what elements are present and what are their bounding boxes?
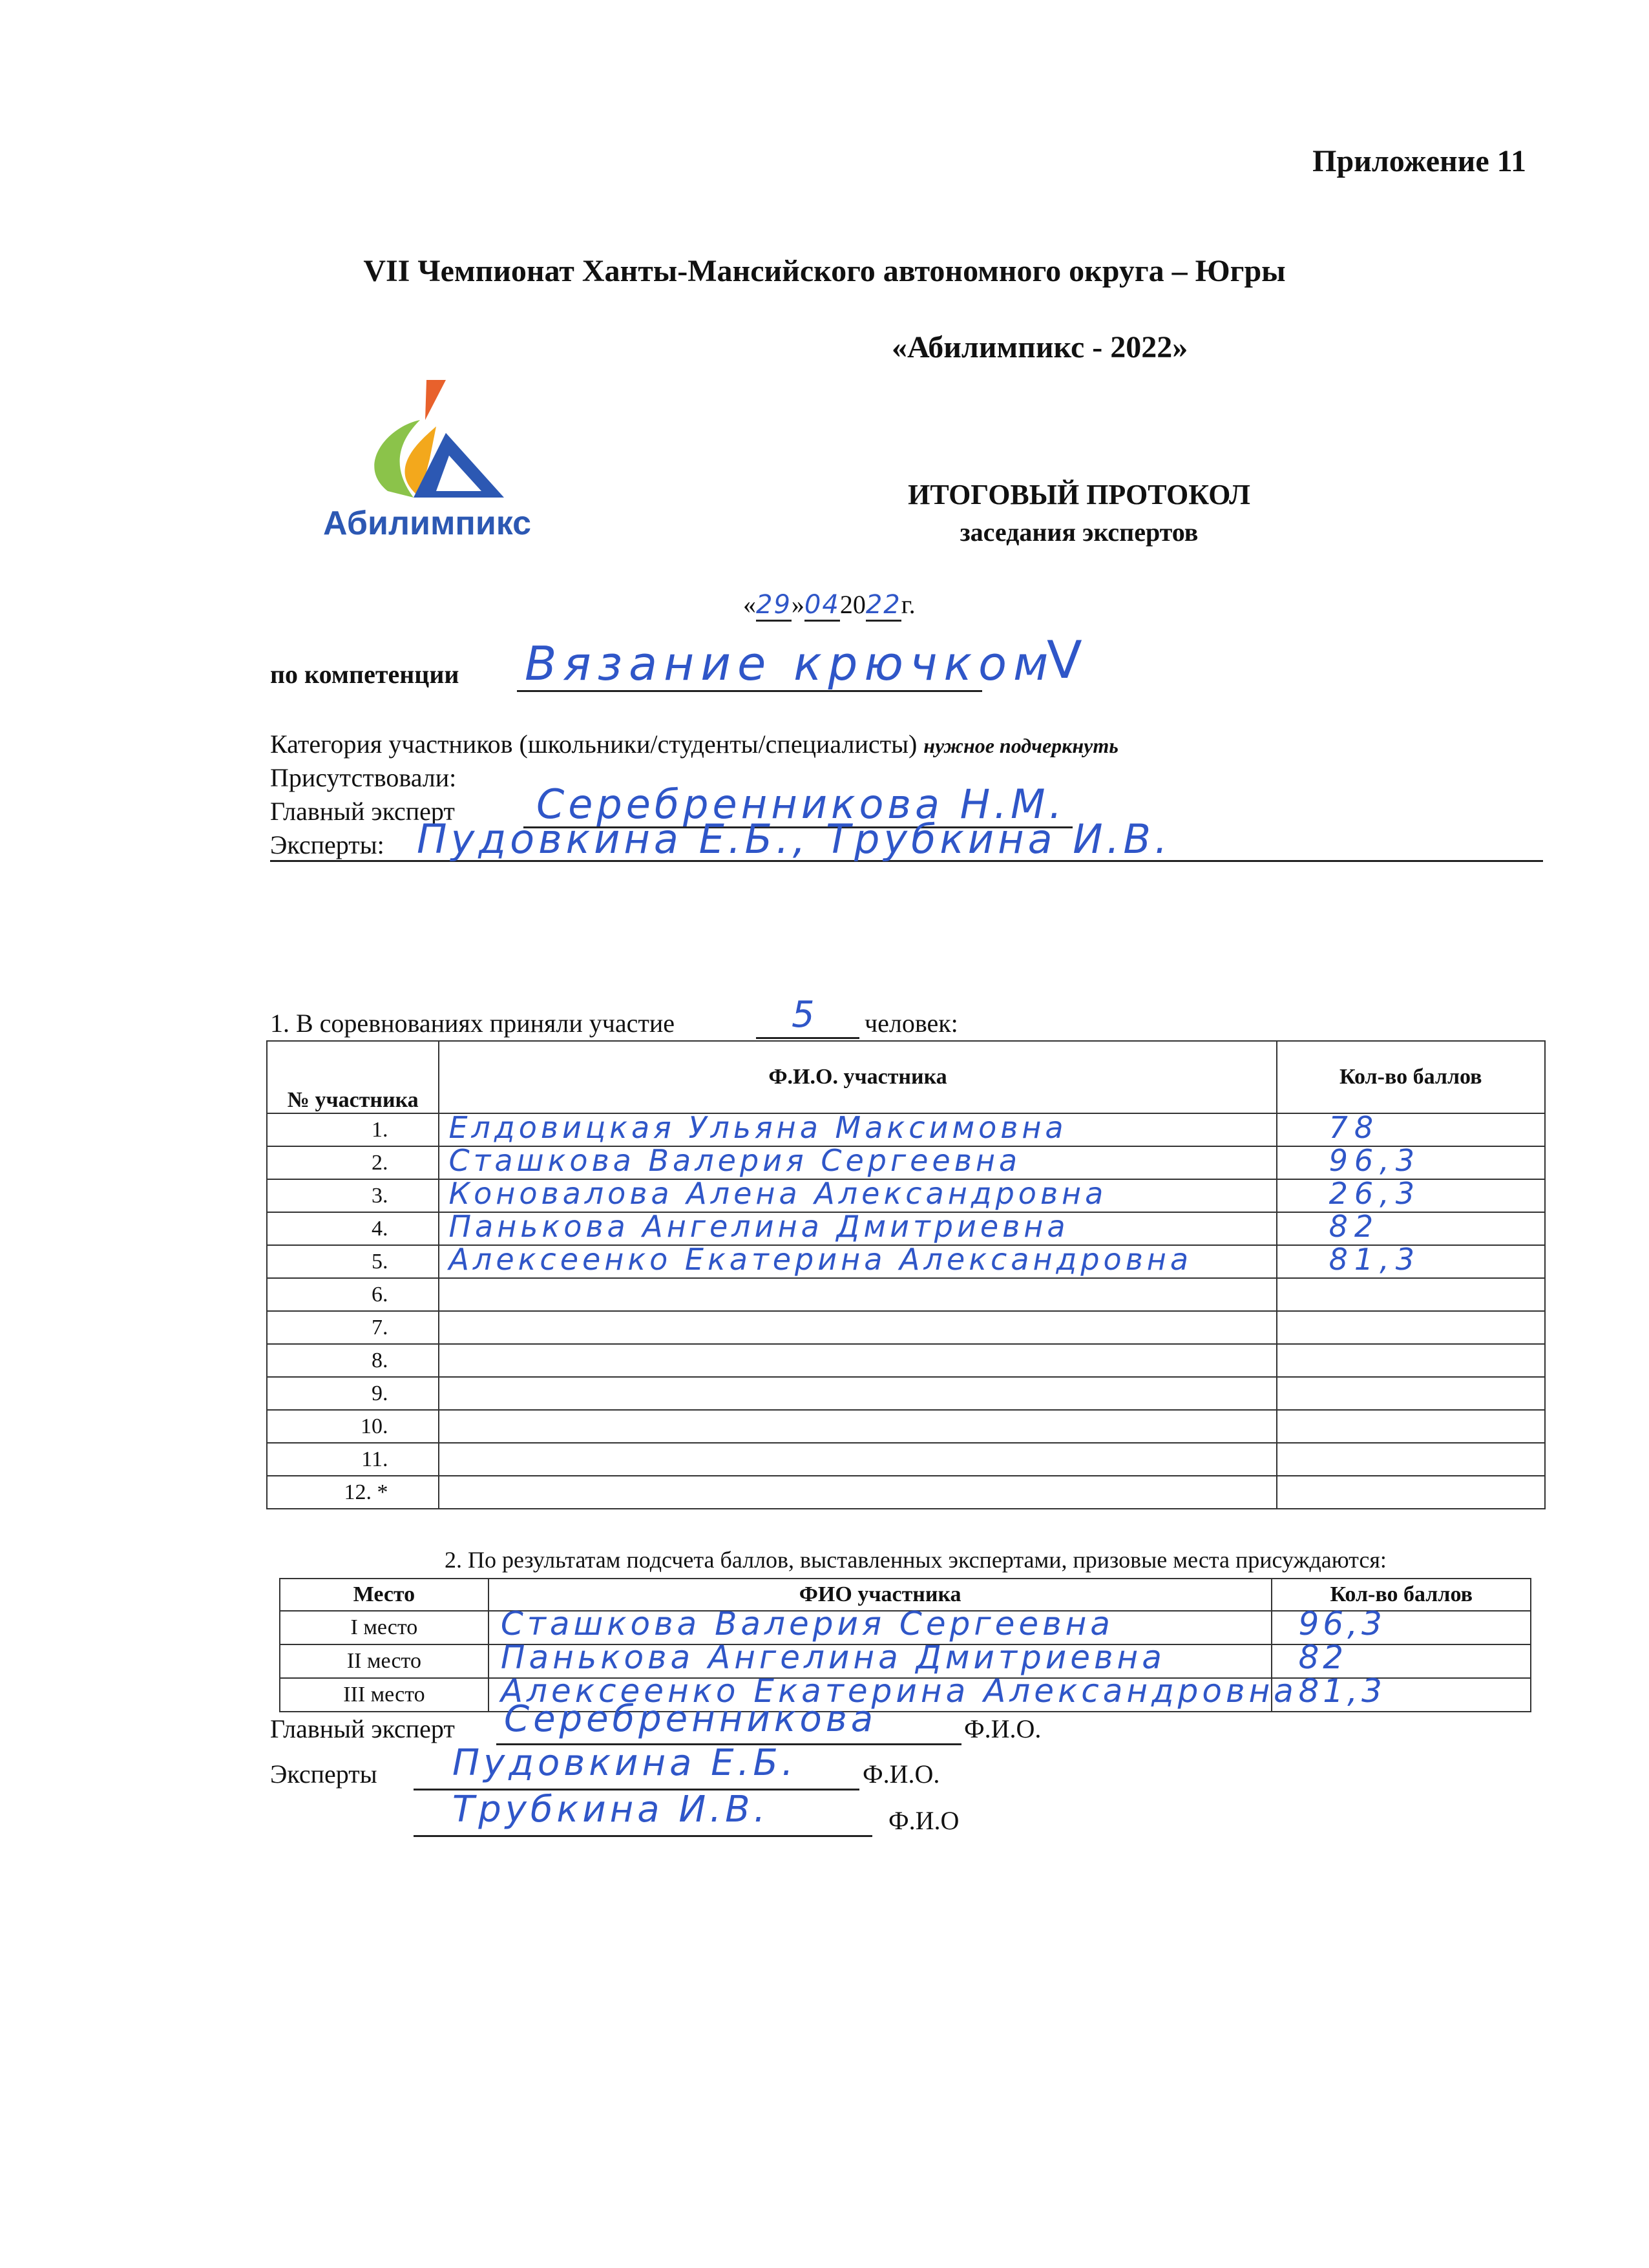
table-row	[267, 1344, 1545, 1377]
header-points: Кол-во баллов	[1272, 1579, 1531, 1611]
results-intro: 2. По результатам подсчета баллов, выставленных экспертами, призовые места присуждаются:	[445, 1547, 1387, 1573]
participant-score: 82	[1329, 1209, 1380, 1244]
date-day: 29	[756, 590, 792, 622]
sign-chief-label: Главный эксперт	[270, 1714, 455, 1743]
participant-number: 12. *	[267, 1476, 439, 1509]
participant-number: 4.	[267, 1212, 439, 1245]
winner-score: 81,3	[1298, 1672, 1386, 1710]
participant-name-cell	[439, 1410, 1276, 1443]
participant-score-cell	[1277, 1176, 1545, 1212]
date-open: «	[743, 590, 756, 619]
header-number: № участника	[267, 1041, 439, 1113]
participant-score-cell	[1277, 1344, 1545, 1377]
participant-name-cell	[439, 1476, 1276, 1509]
participant-name-cell	[439, 1278, 1276, 1311]
participant-score: 78	[1329, 1110, 1380, 1145]
table-row	[267, 1311, 1545, 1344]
participant-name-cell	[439, 1110, 1276, 1146]
winner-name: Алексеенко Екатерина Александровна	[500, 1672, 1297, 1710]
participant-name-cell	[439, 1311, 1276, 1344]
table-row	[280, 1678, 1531, 1712]
sign-expert1-fio: Ф.И.О.	[863, 1759, 940, 1789]
participant-score-cell	[1277, 1311, 1545, 1344]
participant-score: 96,3	[1329, 1143, 1421, 1178]
participant-number: 9.	[267, 1377, 439, 1410]
appendix-label: Приложение 11	[1312, 144, 1526, 178]
table-row	[267, 1278, 1545, 1311]
winner-score-cell	[1272, 1672, 1531, 1712]
participant-name: Коновалова Алена Александровна	[448, 1176, 1108, 1211]
participant-score: 81,3	[1329, 1242, 1421, 1277]
category-note: нужное подчеркнуть	[923, 734, 1119, 757]
participant-name-cell	[439, 1209, 1276, 1245]
participation-suffix: человек:	[865, 1009, 958, 1038]
participant-score-cell	[1277, 1377, 1545, 1410]
header-score: Кол-во баллов	[1277, 1041, 1545, 1113]
table-row	[267, 1410, 1545, 1443]
participant-name-cell	[439, 1143, 1276, 1179]
protocol-title: ИТОГОВЫЙ ПРОТОКОЛ	[908, 479, 1250, 510]
participant-number: 10.	[267, 1410, 439, 1443]
winner-score: 96,3	[1298, 1605, 1386, 1643]
participant-number: 6.	[267, 1278, 439, 1311]
table-row	[267, 1443, 1545, 1476]
prize-places-table	[279, 1578, 1531, 1712]
participant-score-cell	[1277, 1143, 1545, 1179]
participant-number: 8.	[267, 1344, 439, 1377]
table-row	[267, 1476, 1545, 1509]
participant-score-cell	[1277, 1278, 1545, 1311]
participant-name: Елдовицкая Ульяна Максимовна	[448, 1110, 1067, 1145]
participant-score-cell	[1277, 1209, 1545, 1245]
chief-expert-label: Главный эксперт	[270, 797, 455, 826]
protocol-date	[743, 589, 916, 620]
logo-text: Абилимпикс	[323, 505, 532, 542]
participant-score-cell	[1277, 1476, 1545, 1509]
participant-name-cell	[439, 1176, 1276, 1212]
present-label: Присутствовали:	[270, 763, 457, 792]
table-row	[267, 1179, 1545, 1212]
participant-score-cell	[1277, 1242, 1545, 1278]
participant-name-cell	[439, 1443, 1276, 1476]
competence-label: по компетенции	[270, 660, 459, 689]
header-fio: ФИО участника	[488, 1579, 1272, 1611]
participant-name-cell	[439, 1242, 1276, 1278]
sign-chief-value: Серебренникова	[504, 1698, 877, 1740]
winner-score: 82	[1298, 1639, 1348, 1676]
prize-place: II место	[280, 1644, 488, 1678]
date-close: »	[791, 590, 804, 619]
experts-value: Пудовкина Е.Б., Трубкина И.В.	[417, 815, 1171, 863]
check-mark-icon: V	[1047, 630, 1086, 690]
sign-expert2-value: Трубкина И.В.	[452, 1789, 770, 1831]
participation-count: 5	[792, 994, 819, 1036]
championship-title: VII Чемпионат Ханты-Мансийского автономного округа – Югры	[363, 254, 1286, 288]
category-line	[270, 729, 1119, 759]
participants-table	[266, 1040, 1546, 1509]
participant-name-cell	[439, 1377, 1276, 1410]
prize-place: III место	[280, 1678, 488, 1712]
category-text: Категория участников (школьники/студенты/специалисты)	[270, 730, 918, 759]
participant-score-cell	[1277, 1410, 1545, 1443]
participant-name: Сташкова Валерия Сергеевна	[448, 1143, 1022, 1178]
chief-expert-value: Серебренникова Н.М.	[536, 781, 1066, 828]
date-suffix: г.	[901, 590, 916, 619]
participant-score-cell	[1277, 1443, 1545, 1476]
table-row	[267, 1212, 1545, 1245]
winner-name: Панькова Ангелина Дмитриевна	[500, 1639, 1166, 1676]
header-name: Ф.И.О. участника	[439, 1041, 1276, 1113]
date-year-prefix: 20	[839, 590, 866, 619]
event-title: «Абилимпикс - 2022»	[892, 330, 1188, 364]
protocol-subtitle: заседания экспертов	[960, 518, 1199, 547]
header-place: Место	[280, 1579, 488, 1611]
date-year: 22	[866, 590, 901, 622]
sign-expert1-value: Пудовкина Е.Б.	[452, 1742, 797, 1784]
participant-number: 3.	[267, 1179, 439, 1212]
table-row	[267, 1377, 1545, 1410]
participant-number: 1.	[267, 1113, 439, 1146]
table-row	[267, 1245, 1545, 1278]
participants-table-body	[267, 1110, 1545, 1509]
participant-number: 7.	[267, 1311, 439, 1344]
participant-name: Панькова Ангелина Дмитриевна	[448, 1209, 1069, 1244]
table-row	[267, 1146, 1545, 1179]
winner-name: Сташкова Валерия Сергеевна	[500, 1605, 1114, 1643]
table-row	[267, 1113, 1545, 1146]
participant-name-cell	[439, 1344, 1276, 1377]
participant-number: 2.	[267, 1146, 439, 1179]
sign-chief-fio: Ф.И.О.	[964, 1714, 1042, 1743]
participant-number: 5.	[267, 1245, 439, 1278]
experts-label: Эксперты:	[270, 830, 384, 859]
participation-prefix: 1. В соревнованиях приняли участие	[270, 1009, 675, 1038]
prize-table-body	[280, 1605, 1531, 1712]
prize-place: I место	[280, 1611, 488, 1644]
competence-value: Вязание крючком	[525, 636, 1055, 691]
sign-expert2-fio: Ф.И.О	[888, 1806, 960, 1835]
participant-score-cell	[1277, 1110, 1545, 1146]
participant-score: 26,3	[1329, 1176, 1421, 1211]
participant-name: Алексеенко Екатерина Александровна	[448, 1242, 1193, 1277]
participant-number: 11.	[267, 1443, 439, 1476]
sign-experts-label: Эксперты	[270, 1759, 377, 1789]
date-month: 04	[804, 590, 840, 622]
